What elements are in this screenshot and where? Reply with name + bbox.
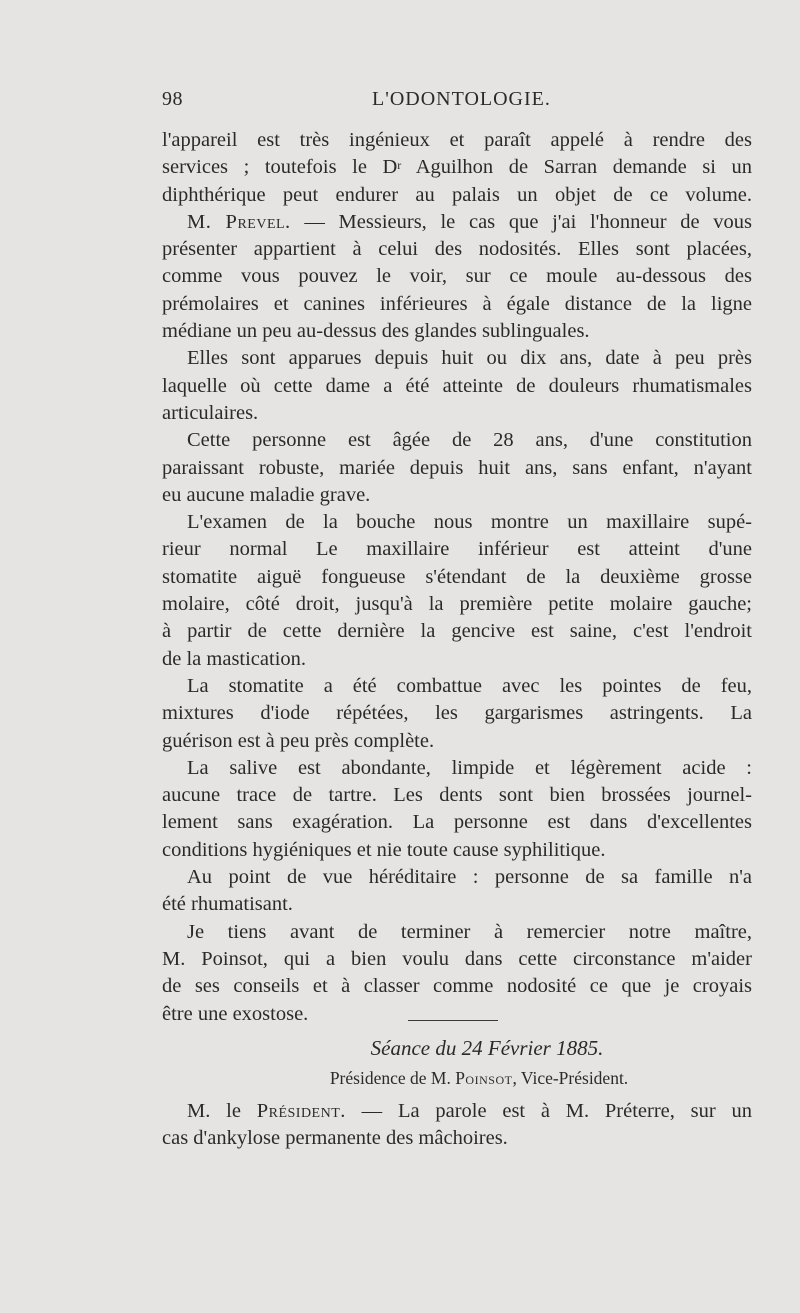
text-line: M. Poinsot, qui a bien voulu dans cette circonstance m'aider bbox=[162, 947, 752, 970]
text-line: M. Prevel. — Messieurs, le cas que j'ai l'honneur de vous bbox=[187, 210, 752, 233]
text-line: à partir de cette dernière la gencive est saine, c'est l'endroit bbox=[162, 620, 752, 643]
text-line: Je tiens avant de terminer à remercier notre maître, bbox=[187, 920, 752, 943]
text-line: diphthérique peut endurer au palais un objet de ce volume. bbox=[162, 183, 752, 206]
text-line: comme vous pouvez le voir, sur ce moule au-dessous des bbox=[162, 265, 752, 288]
text-line: paraissant robuste, mariée depuis huit ans, sans enfant, n'ayant bbox=[162, 456, 752, 479]
presidency-line: Présidence de M. Poinsot, Vice-Président. bbox=[329, 1068, 629, 1088]
superscript: r bbox=[397, 158, 402, 173]
text-line: conditions hygiéniques et nie toute cause syphilitique. bbox=[162, 838, 606, 861]
text-line: Elles sont apparues depuis huit ou dix ans, date à peu près bbox=[187, 347, 752, 370]
text-line: services ; toutefois le $D^r$ Aguilhon de Sarran demande si un bbox=[162, 156, 752, 179]
text-line: L'examen de la bouche nous montre un maxillaire supé- bbox=[187, 511, 752, 534]
text-line: Cette personne est âgée de 28 ans, d'une constitution bbox=[187, 429, 752, 452]
text-line: de la mastication. bbox=[162, 647, 307, 670]
text-line: molaire, côté droit, jusqu'à la première petite molaire gauche; bbox=[162, 593, 752, 616]
body-text bbox=[162, 127, 752, 1028]
text-line: aucune trace de tartre. Les dents sont bien brossées journel- bbox=[162, 784, 752, 807]
page-number: 98 bbox=[162, 88, 183, 110]
running-head: L'ODONTOLOGIE. bbox=[372, 88, 551, 110]
text-line: cas d'ankylose permanente des mâchoires. bbox=[162, 1127, 508, 1150]
session-title: Séance du 24 Février 1885. bbox=[370, 1036, 604, 1060]
text-line: laquelle où cette dame a été atteinte de douleurs rhumatismales bbox=[162, 374, 752, 397]
text-line: Au point de vue héréditaire : personne de sa famille n'a bbox=[187, 866, 752, 889]
speaker-name: M. Prevel. bbox=[187, 210, 291, 233]
text-line: prémolaires et canines inférieures à égale distance de la ligne bbox=[162, 292, 752, 315]
text-line: La stomatite a été combattue avec les pointes de feu, bbox=[187, 674, 752, 697]
text-line: eu aucune maladie grave. bbox=[162, 483, 371, 506]
text-line: rieur normal Le maxillaire inférieur est atteint d'une bbox=[162, 538, 752, 561]
text-line: lement sans exagération. La personne est dans d'excellentes bbox=[162, 811, 752, 834]
section-divider bbox=[408, 1020, 498, 1021]
text-line: médiane un peu au-dessus des glandes sublinguales. bbox=[162, 320, 590, 343]
text-line: articulaires. bbox=[162, 401, 259, 424]
text-line: guérison est à peu près complète. bbox=[162, 729, 435, 752]
text-line: La salive est abondante, limpide et légèrement acide : bbox=[187, 756, 752, 779]
text-line: être une exostose. bbox=[162, 1002, 309, 1025]
text-line: de ses conseils et à classer comme nodosité ce que je croyais bbox=[162, 975, 752, 998]
text-line: mixtures d'iode répétées, les gargarismes astringents. La bbox=[162, 702, 752, 725]
text-line: l'appareil est très ingénieux et paraît appelé à rendre des bbox=[162, 129, 752, 151]
text-line: M. le Président. — La parole est à M. Préterre, sur un bbox=[187, 1100, 752, 1122]
text-line: stomatite aiguë fongueuse s'étendant de la deuxième grosse bbox=[162, 565, 752, 588]
speaker-name: Président. bbox=[256, 1100, 346, 1122]
text-line: été rhumatisant. bbox=[162, 893, 293, 916]
president-name: Poinsot bbox=[455, 1068, 513, 1088]
text-line: présenter appartient à celui des nodosités. Elles sont placées, bbox=[162, 238, 752, 261]
final-paragraph bbox=[162, 1098, 752, 1153]
page-header bbox=[162, 88, 752, 118]
